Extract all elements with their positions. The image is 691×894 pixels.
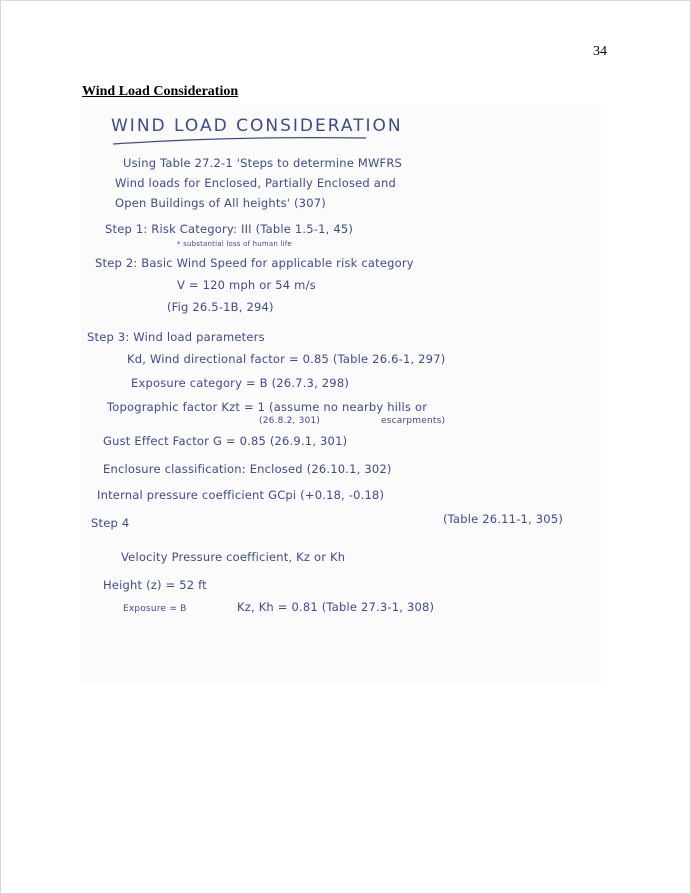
handwritten-notes-image	[81, 104, 601, 684]
notes-kd: Kd, Wind directional factor = 0.85 (Table 26.6-1, 297)	[127, 352, 446, 366]
section-heading: Wind Load Consideration	[82, 84, 239, 99]
notes-step-4: Step 4	[91, 516, 130, 530]
notes-step-1-note: * substantial loss of human life	[177, 240, 292, 248]
notes-title: WIND LOAD CONSIDERATION	[111, 116, 403, 136]
title-underline	[111, 134, 371, 148]
notes-step-2-ref: (Fig 26.5-1B, 294)	[167, 300, 274, 314]
notes-topographic-note: escarpments)	[381, 416, 446, 426]
notes-exposure: Exposure category = B (26.7.3, 298)	[131, 376, 350, 390]
notes-step-2: Step 2: Basic Wind Speed for applicable risk category	[95, 256, 414, 270]
notes-velocity: Velocity Pressure coefficient, Kz or Kh	[121, 550, 346, 564]
notes-height: Height (z) = 52 ft	[103, 578, 207, 592]
notes-step-3: Step 3: Wind load parameters	[87, 330, 265, 344]
notes-internal-pressure-ref: (Table 26.11-1, 305)	[443, 512, 564, 526]
notes-intro-line-3: Open Buildings of All heights' (307)	[115, 196, 326, 210]
notes-internal-pressure: Internal pressure coefficient GCpi (+0.18, -0.18)	[97, 488, 385, 502]
notes-gust: Gust Effect Factor G = 0.85 (26.9.1, 301)	[103, 434, 348, 448]
notes-step-1: Step 1: Risk Category: III (Table 1.5-1, 45)	[105, 222, 354, 236]
notes-exposure-b: Exposure = B	[123, 604, 187, 614]
page-number: 34	[593, 44, 607, 59]
notes-intro-line-1: Using Table 27.2-1 'Steps to determine MWFRS	[123, 156, 403, 170]
notes-enclosure: Enclosure classification: Enclosed (26.10.1, 302)	[103, 462, 392, 476]
notes-topographic: Topographic factor Kzt = 1 (assume no nearby hills or	[107, 400, 428, 414]
notes-intro-line-2: Wind loads for Enclosed, Partially Enclosed and	[115, 176, 396, 190]
notes-step-2-speed: V = 120 mph or 54 m/s	[177, 278, 316, 292]
notes-topographic-ref: (26.8.2, 301)	[259, 416, 321, 426]
notes-kz-result: Kz, Kh = 0.81 (Table 27.3-1, 308)	[237, 600, 435, 614]
